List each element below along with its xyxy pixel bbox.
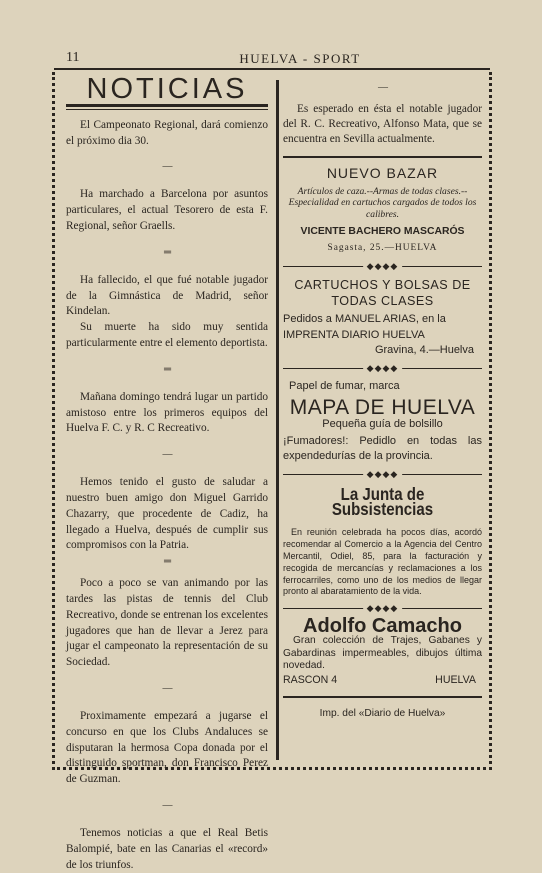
ad-description: Gran colección de Trajes, Gabanes y Gabardinas impermeables, dibujos última novedad. bbox=[283, 635, 482, 672]
ad-title: Adolfo Camacho bbox=[303, 615, 462, 638]
page-number: 11 bbox=[66, 50, 80, 65]
separator-ornament: — bbox=[378, 82, 387, 93]
section-title: NOTICIAS bbox=[86, 73, 248, 105]
separator-ornament: — bbox=[162, 682, 172, 694]
ornamental-rule bbox=[283, 468, 482, 479]
news-item: El Campeonato Regional, dará comienzo el próximo dia 30. bbox=[66, 118, 268, 147]
ad-intro: Papel de fumar, marca bbox=[289, 379, 400, 392]
ornamental-rule bbox=[283, 362, 482, 373]
ad-address: Sagasta, 25.—HUELVA bbox=[327, 242, 438, 253]
news-item: Hemos tenido el gusto de saludar a nuestro buen amigo don Miguel Garrido Chazarry, que procedente de Cadiz, ha llegado a Huelva, después de cumplir sus compromisos con la Patria. bbox=[66, 476, 268, 552]
ad-city: HUELVA bbox=[435, 673, 476, 686]
ad-junta-subsistencias bbox=[283, 483, 482, 598]
separator-ornament: ═ bbox=[163, 246, 171, 258]
ad-description: Artículos de caza.--Armas de todas clases.--Especialidad en cartuchos cargados de todos los calibres. bbox=[288, 185, 477, 220]
news-item: Tenemos noticias a que el Real Betis Balompié, bate en las Canarias el «record» de los triunfos. bbox=[66, 826, 268, 871]
news-item: Es esperado en ésta el notable jugador del R. C. Recreativo, Alfonso Mata, que se encuentra en Sevilla actualmente. bbox=[283, 103, 482, 146]
separator-ornament: — bbox=[162, 799, 172, 811]
ad-nuevo-bazar bbox=[283, 166, 482, 256]
ad-brand: MAPA DE HUELVA bbox=[289, 396, 476, 420]
ornament-icon: ◆◆◆◆ bbox=[363, 261, 403, 271]
frame-left-border bbox=[52, 72, 55, 770]
ad-subtitle: Pequeña guía de bolsillo bbox=[322, 418, 443, 431]
ornamental-rule bbox=[283, 260, 482, 271]
ad-title: La Junta de Subsistencias bbox=[331, 483, 434, 520]
news-column bbox=[66, 73, 269, 873]
news-item: Proximamente empezará a jugarse el concurso en que los Clubs Andaluces se disputaran la hermosa Copa donada por el distinguido sportman, don Francisco Perez de Guzman. bbox=[66, 709, 268, 786]
ad-address: Gravina, 4.—Huelva bbox=[374, 343, 474, 356]
separator-ornament: — bbox=[162, 161, 172, 173]
ad-papel-fumar bbox=[283, 379, 482, 464]
ad-description: Pedidos a MANUEL ARIAS, en la IMPRENTA DIARIO HUELVA bbox=[283, 312, 446, 341]
header-rule bbox=[54, 68, 490, 70]
running-title: HUELVA - SPORT bbox=[239, 51, 361, 66]
ad-title: NUEVO BAZAR bbox=[326, 164, 439, 181]
section-rule bbox=[283, 696, 482, 698]
section-rule bbox=[283, 156, 482, 158]
frame-right-border bbox=[489, 72, 492, 770]
column-divider bbox=[276, 80, 279, 760]
ad-street: RASCON 4 bbox=[283, 673, 338, 686]
ad-cartuchos bbox=[283, 277, 482, 358]
ornamental-rule bbox=[283, 603, 482, 614]
ads-column bbox=[283, 78, 482, 721]
ornament-icon: ◆◆◆◆ bbox=[363, 363, 403, 373]
ad-description: ¡Fumadores!: Pedidlo en todas las expendedurías de la provincia. bbox=[283, 434, 482, 462]
separator-ornament: ═ bbox=[163, 556, 171, 568]
ad-adolfo-camacho bbox=[283, 615, 482, 688]
news-item: Ha marchado a Barcelona por asuntos particulares, el actual Tesorero de esta F. Regional, señor Graells. bbox=[66, 188, 268, 232]
ornament-icon: ◆◆◆◆ bbox=[363, 469, 403, 479]
imprint-line: Imp. del «Diario de Huelva» bbox=[319, 708, 446, 720]
ad-footer bbox=[283, 673, 482, 688]
news-item: Mañana domingo tendrá lugar un partido amistoso entre los primeros equipos del Huelva F. C. y R. C Recreativo. bbox=[66, 390, 268, 435]
ad-description: En reunión celebrada ha pocos días, acordó recomendar al Comercio a la Agencia del Centro Mercantil, Odiel, 85, para la facturación y recogida de mercancías y reclamaciones a los ferrocarriles, como uno de los medios de llegar pronto al abaratamiento de la vida. bbox=[283, 527, 482, 597]
news-item: Poco a poco se van animando por las tardes las pistas de tennis del Club Recreativo, donde se entrenan los excelentes jugadores que han de llevar a Jerez para jugar el campeonato la representación de su Sociedad. bbox=[66, 577, 269, 669]
ad-title: CARTUCHOS Y BOLSAS DE TODAS CLASES bbox=[294, 277, 471, 308]
separator-ornament: ═ bbox=[163, 363, 171, 375]
news-item: Ha fallecido, el que fué notable jugador de la Gimnástica de Madrid, señor Kindelan. bbox=[66, 273, 268, 318]
ad-owner: VICENTE BACHERO MASCARÓS bbox=[300, 226, 465, 238]
separator-ornament: — bbox=[162, 449, 172, 461]
ornament-icon: ◆◆◆◆ bbox=[363, 603, 403, 613]
news-item: Su muerte ha sido muy sentida particularmente entre el elemento deportista. bbox=[66, 321, 268, 349]
